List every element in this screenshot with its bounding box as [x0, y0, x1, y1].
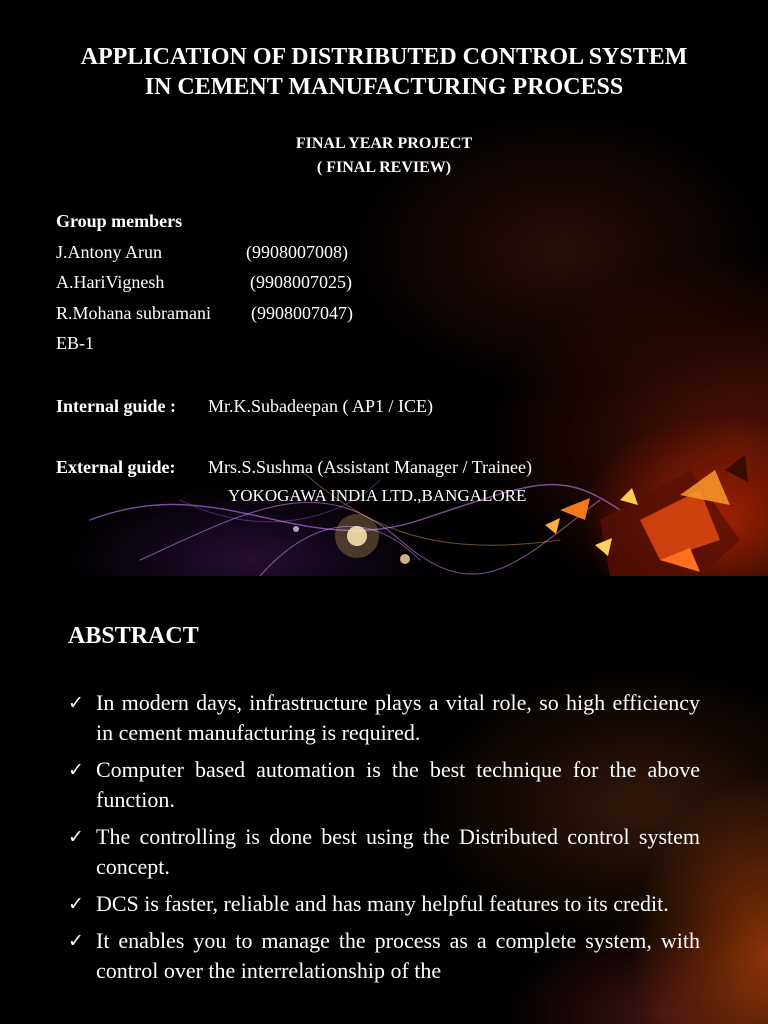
list-item [68, 926, 700, 986]
member-id: (9908007047) [251, 303, 353, 323]
project-subtitle [0, 132, 768, 180]
list-item [68, 822, 700, 882]
bullet-text: The controlling is done best using the Distributed control system concept. [96, 824, 700, 879]
member-name: J.Antony Arun [56, 242, 163, 262]
bullet-text: It enables you to manage the process as a complete system, with control over the interrelationship of the [96, 928, 700, 983]
group-members-label: Group members [56, 211, 183, 231]
presentation-title [0, 42, 768, 102]
list-item [68, 688, 700, 748]
member-id: (9908007008) [246, 242, 348, 262]
check-icon: ✓ [68, 930, 84, 952]
subtitle-line: FINAL YEAR PROJECT [295, 135, 473, 152]
list-item [68, 755, 700, 815]
shattered-splash [545, 455, 748, 576]
bullet-text: Computer based automation is the best technique for the above function. [96, 757, 700, 812]
external-guide-label: External guide: [56, 457, 176, 477]
external-guide-value: Mrs.S.Sushma (Assistant Manager / Trainee) [208, 457, 532, 477]
check-icon: ✓ [68, 826, 84, 848]
check-icon: ✓ [68, 759, 84, 781]
batch-label: EB-1 [56, 333, 94, 353]
title-line: IN CEMENT MANUFACTURING PROCESS [144, 74, 624, 100]
company-name: YOKOGAWA INDIA LTD.,BANGALORE [228, 486, 527, 505]
abstract-slide [0, 576, 768, 1024]
abstract-bullet-list [68, 688, 700, 993]
check-icon: ✓ [68, 893, 84, 915]
check-icon: ✓ [68, 692, 84, 714]
member-name: R.Mohana subramani [56, 303, 211, 323]
subtitle-line: ( FINAL REVIEW) [316, 159, 452, 176]
bullet-text: DCS is faster, reliable and has many helpful features to its credit. [96, 891, 669, 916]
member-id: (9908007025) [250, 272, 352, 292]
title-line: APPLICATION OF DISTRIBUTED CONTROL SYSTEM [80, 44, 688, 70]
internal-guide-value: Mr.K.Subadeepan ( AP1 / ICE) [208, 396, 433, 416]
bullet-text: In modern days, infrastructure plays a vital role, so high efficiency in cement manufacturing is required. [96, 690, 700, 745]
light-flare [293, 526, 299, 532]
light-flare [335, 514, 379, 558]
list-item [68, 889, 700, 919]
abstract-heading: ABSTRACT [68, 623, 199, 649]
internal-guide-label: Internal guide : [56, 396, 177, 416]
light-flare [400, 554, 410, 564]
member-name: A.HariVignesh [56, 272, 165, 292]
